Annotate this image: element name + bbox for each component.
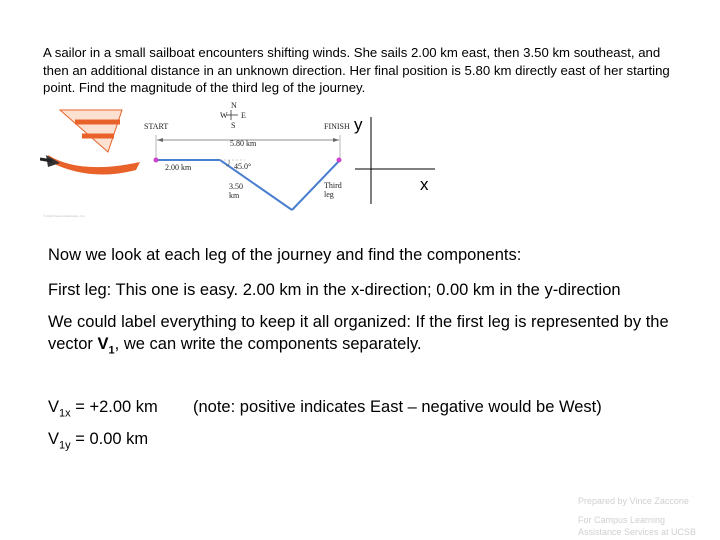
v1y-value: = 0.00 km (70, 430, 149, 448)
sign-note: (note: positive indicates East – negative would be West) (193, 398, 602, 416)
credit-affiliation-line1: For Campus Learning (578, 515, 666, 525)
vector-subscript: 1 (108, 344, 115, 357)
compass-w: W (220, 111, 228, 120)
compass-e: E (241, 111, 246, 120)
v1x-value: = +2.00 km (70, 398, 158, 416)
v1x-sub: 1x (59, 407, 71, 420)
finish-label: FINISH (324, 122, 350, 131)
first-leg-line: First leg: This one is easy. 2.00 km in the x-direction; 0.00 km in the y-direction (48, 281, 621, 299)
copyright-text: © 2011 Pearson Education, Inc. (43, 214, 86, 218)
compass-s: S (231, 121, 236, 130)
leg3-label-line1: Third (324, 181, 342, 190)
credit-affiliation (578, 514, 696, 538)
x-axis-label: x (420, 175, 429, 194)
v1x-equation (48, 396, 158, 424)
sailboat-figure (40, 100, 360, 220)
v1y-sub: 1y (59, 439, 71, 452)
label-explanation-part1: We could label everything to keep it all organized: If the first leg is represented by the vector (48, 313, 669, 353)
y-axis-label: y (354, 115, 363, 134)
vector-letter: V (97, 335, 109, 353)
problem-statement: A sailor in a small sailboat encounters shifting winds. She sails 2.00 km east, then 3.50 km southeast, and then an additional distance in an unknown direction. Her final position is 5.80 km directly east of her starting point. Find the magnitude of the third leg of the journey. (43, 45, 670, 95)
leg1-label: 2.00 km (165, 163, 192, 172)
angle-label: 45.0° (234, 162, 252, 171)
v1y-equation (48, 428, 148, 456)
label-explanation (48, 311, 698, 361)
leg2-unit-label: km (229, 191, 240, 200)
compass-n: N (231, 101, 237, 110)
v1y-var: V (48, 430, 60, 448)
xy-axes-diagram (350, 112, 440, 207)
label-explanation-part2: , we can write the components separately. (114, 335, 422, 353)
start-label: START (144, 122, 169, 131)
credit-affiliation-line2: Assistance Services at UCSB (578, 527, 697, 537)
vector-symbol (97, 335, 115, 357)
leg2-value-label: 3.50 (229, 182, 243, 191)
intro-line: Now we look at each leg of the journey and find the components: (48, 246, 522, 264)
v1x-var: V (48, 398, 60, 416)
total-distance-label: 5.80 km (230, 139, 257, 148)
credit-author: Prepared by Vince Zaccone (578, 496, 689, 506)
leg3-label-line2: leg (324, 190, 334, 199)
sailboat-icon (40, 110, 140, 175)
